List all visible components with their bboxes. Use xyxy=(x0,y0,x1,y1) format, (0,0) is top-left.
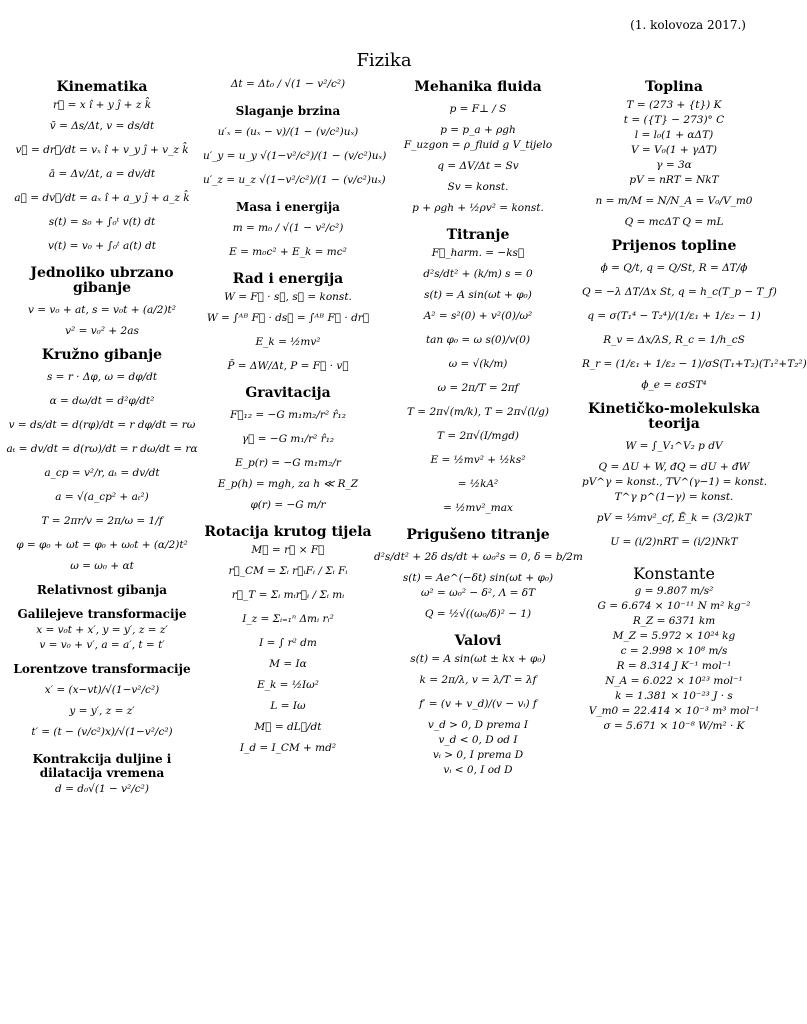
formula-line: vᵢ > 0, I prema D xyxy=(432,749,524,761)
formula-line: p = F⊥ / S xyxy=(449,103,507,115)
formula-line: I = ∫ r² dm xyxy=(259,637,317,649)
formula-line: s(t) = Ae^(−δt) sin(ωt + φ₀) xyxy=(402,572,554,584)
formula-line: L = Iω xyxy=(270,700,306,712)
formula-line: q = ΔV/Δt = Sv xyxy=(437,160,519,172)
formula-line: v_d > 0, D prema I xyxy=(427,719,529,731)
formula-line: p + ρgh + ½ρv² = konst. xyxy=(412,202,544,214)
formula-line: ω = 2π/T = 2πf xyxy=(437,382,519,394)
formula-line: vᵢ < 0, I od D xyxy=(443,764,513,776)
formula-line: k = 1.381 × 10⁻²³ J · s xyxy=(615,690,733,702)
section-heading: Slaganje brzina xyxy=(235,104,341,118)
formula-line: t = ({T} − 273)° C xyxy=(623,114,725,126)
formula-section xyxy=(2,266,202,338)
formula-section xyxy=(374,528,582,624)
formula-line: v = v₀ + v′, a = a′, t = t′ xyxy=(39,639,165,651)
formula-line: F⃗₁₂ = −G m₁m₂/r² r̂₁₂ xyxy=(230,409,346,421)
formula-line: U = (i/2)nRT = (i/2)NkT xyxy=(610,536,738,548)
formula-line: r⃗_T = Σᵢ mᵢr⃗ᵢ / Σᵢ mᵢ xyxy=(231,589,345,601)
formula-line: Sv = konst. xyxy=(447,181,509,193)
section-heading: Toplina xyxy=(645,79,703,95)
formula-line: φ = φ₀ + ωt = φ₀ + ω₀t + (α/2)t² xyxy=(16,539,188,551)
formula-line: s = r · Δφ, ω = dφ/dt xyxy=(46,371,158,383)
formula-section xyxy=(374,80,582,218)
formula-line: F⃗_harm. = −ks⃗ xyxy=(431,247,525,259)
section-heading: Lorentzove transformacije xyxy=(13,662,191,676)
section-heading: Rad i energija xyxy=(232,271,344,287)
formula-line: Q = mcΔT Q = mL xyxy=(624,216,724,228)
formula-line: M_Z = 5.972 × 10²⁴ kg xyxy=(612,630,736,642)
formula-line: W = ∫_V₁^V₂ p dV xyxy=(625,440,723,452)
formula-line: T = (273 + {t}) K xyxy=(626,99,722,111)
formula-section xyxy=(2,80,202,256)
formula-section xyxy=(374,634,582,777)
section-heading: Prijenos topline xyxy=(611,238,737,254)
formula-section xyxy=(374,228,582,518)
formula-line: Δt = Δt₀ / √(1 − v²/c²) xyxy=(230,78,346,90)
formula-line: R_v = Δx/λS, R_c = 1/h_cS xyxy=(603,334,745,346)
formula-line: v_d < 0, D od I xyxy=(438,734,518,746)
formula-line: u′_z = u_z √(1−v²/c²)/(1 − (v/c²)uₓ) xyxy=(203,174,386,186)
formula-section xyxy=(203,525,373,755)
column-1 xyxy=(2,70,202,1020)
formula-line: V = V₀(1 + γΔT) xyxy=(630,144,718,156)
formula-line: d²s/dt² + 2δ ds/dt + ω₀²s = 0, δ = b/2m xyxy=(374,551,583,563)
formula-line: s(t) = A sin(ωt ± kx + φ₀) xyxy=(410,653,546,665)
formula-section xyxy=(582,402,766,552)
formula-section xyxy=(582,80,766,229)
section-heading: Konstante xyxy=(633,564,715,583)
formula-section xyxy=(203,272,373,376)
formula-line: ā = Δv/Δt, a = dv/dt xyxy=(48,168,156,180)
formula-line: σ = 5.671 × 10⁻⁸ W/m² · K xyxy=(603,720,745,732)
formula-section xyxy=(203,104,387,190)
section-heading: Titranje xyxy=(446,227,510,243)
formula-line: W = ∫ᴬᴮ F⃗ · ds⃗ = ∫ᴬᴮ F⃗ · dr⃗ xyxy=(206,312,370,324)
formula-line: E = ½mv² + ½ks² xyxy=(430,454,526,466)
formula-line: pV^γ = konst., TV^(γ−1) = konst. xyxy=(582,476,768,488)
formula-line: E_k = ½mv² xyxy=(255,336,321,348)
formula-line: Q = −λ ΔT/Δx St, q = h_c(T_p − T_f) xyxy=(582,286,777,298)
formula-line: E_k = ½Iω² xyxy=(257,679,319,691)
formula-line: R_Z = 6371 km xyxy=(632,615,716,627)
formula-line: s(t) = s₀ + ∫₀ᵗ v(t) dt xyxy=(48,216,156,228)
formula-line: k = 2π/λ, v = λ/T = λf xyxy=(419,674,537,686)
formula-line: v(t) = v₀ + ∫₀ᵗ a(t) dt xyxy=(48,240,156,252)
formula-line: pV = nRT = NkT xyxy=(629,174,719,186)
formula-line: N_A = 6.022 × 10²³ mol⁻¹ xyxy=(605,675,743,687)
formula-line: P̄ = ΔW/Δt, P = F⃗ · v⃗ xyxy=(227,360,349,372)
formula-line: r⃗ = x î + y ĵ + z k̂ xyxy=(52,99,152,111)
formula-line: d = d₀√(1 − v²/c²) xyxy=(55,783,149,795)
formula-line: R = 8.314 J K⁻¹ mol⁻¹ xyxy=(616,660,732,672)
formula-line: E_p(h) = mgh, za h ≪ R_Z xyxy=(217,478,359,490)
formula-line: R_r = (1/ε₁ + 1/ε₂ − 1)/σS(T₁+T₂)(T₁²+T₂²) xyxy=(582,358,807,370)
formula-line: x′ = (x−vt)/√(1−v²/c²) xyxy=(44,684,160,696)
formula-line: a = √(a_cp² + aₜ²) xyxy=(55,491,149,503)
formula-line: a⃗ = dv⃗/dt = aₓ î + a_y ĵ + a_z k̂ xyxy=(14,192,190,204)
formula-line: M = Iα xyxy=(269,658,307,670)
formula-line: v² = v₀² + 2as xyxy=(65,325,139,337)
column-4 xyxy=(582,70,807,1020)
formula-line: t′ = (t − (v/c²)x)/√(1−v²/c²) xyxy=(31,726,173,738)
formula-line: a_cp = v²/r, aₜ = dv/dt xyxy=(44,467,160,479)
formula-line: V_m0 = 22.414 × 10⁻³ m³ mol⁻¹ xyxy=(588,705,760,717)
formula-line: ϕ = Q/t, q = Q/St, R = ΔT/ϕ xyxy=(600,262,748,274)
formula-section xyxy=(2,752,202,796)
formula-line: G = 6.674 × 10⁻¹¹ N m² kg⁻² xyxy=(597,600,751,612)
formula-section xyxy=(203,386,373,515)
section-heading: Relativnost gibanja xyxy=(36,583,168,597)
section-heading: Valovi xyxy=(454,633,502,649)
formula-line: tan φ₀ = ω s(0)/v(0) xyxy=(425,334,531,346)
formula-line: Q = ΔU + W, đQ = dU + đW xyxy=(598,461,750,473)
section-heading: Prigušeno titranje xyxy=(406,527,550,543)
formula-line: φ(r) = −G m/r xyxy=(250,499,326,511)
column-3 xyxy=(374,70,582,1020)
formula-line: I_d = I_CM + md² xyxy=(239,742,337,754)
formula-line: E_p(r) = −G m₁m₂/r xyxy=(235,457,341,469)
formula-line: T = 2π√(I/mgd) xyxy=(436,430,520,442)
formula-line: T = 2πr/v = 2π/ω = 1/f xyxy=(41,515,163,527)
formula-section xyxy=(203,200,373,262)
formula-line: u′_y = u_y √(1−v²/c²)/(1 − (v/c²)uₓ) xyxy=(203,150,387,162)
formula-line: M⃗ = dL⃗/dt xyxy=(254,721,322,733)
formula-line: r⃗_CM = Σᵢ r⃗ᵢFᵢ / Σᵢ Fᵢ xyxy=(228,565,348,577)
formula-line: v̄ = Δs/Δt, v = ds/dt xyxy=(49,120,155,132)
formula-line: pV = ⅓mv²_cf, Ē_k = (3/2)kT xyxy=(596,512,752,524)
formula-line: q = σ(T₁⁴ − T₂⁴)/(1/ε₁ + 1/ε₂ − 1) xyxy=(587,310,761,322)
formula-line: T = 2π√(m/k), T = 2π√(l/g) xyxy=(406,406,550,418)
section-heading: Masa i energija xyxy=(236,200,340,214)
page-title: Fizika xyxy=(356,50,412,71)
formula-section xyxy=(582,238,807,392)
formula-line: v = v₀ + at, s = v₀t + (a/2)t² xyxy=(28,304,176,316)
formula-line: W = F⃗ · s⃗, s⃗ = konst. xyxy=(224,291,352,303)
formula-line: n = m/M = N/N_A = V₀/V_m0 xyxy=(595,195,753,207)
formula-line: f′ = (v + v_d)/(v − vᵢ) f xyxy=(419,698,537,710)
formula-line: ω = √(k/m) xyxy=(448,358,508,370)
formula-line: γ = 3α xyxy=(656,159,692,171)
section-heading: Rotacija krutog tijela xyxy=(204,524,372,540)
formula-line: v = ds/dt = d(rφ)/dt = r dφ/dt = rω xyxy=(8,419,196,431)
formula-line: y = y′, z = z′ xyxy=(69,705,135,717)
formula-section xyxy=(203,75,373,94)
formula-line: u′ₓ = (uₓ − v)/(1 − (v/c²)uₓ) xyxy=(217,126,359,138)
formula-section xyxy=(2,607,202,652)
formula-section xyxy=(2,662,202,742)
formula-line: m = m₀ / √(1 − v²/c²) xyxy=(232,222,344,234)
section-heading: Kinematika xyxy=(56,79,148,95)
formula-section xyxy=(582,566,766,733)
formula-line: g = 9.807 m/s² xyxy=(634,585,714,597)
section-heading: Gravitacija xyxy=(245,385,331,401)
section-heading: Jednoliko ubrzano gibanje xyxy=(30,265,174,296)
formula-line: ω² = ω₀² − δ², Λ = δT xyxy=(420,587,536,599)
formula-line: M⃗ = r⃗ × F⃗ xyxy=(251,544,325,556)
formula-line: ϕ_e = εσST⁴ xyxy=(641,379,707,391)
formula-section xyxy=(2,583,202,597)
formula-line: s(t) = A sin(ωt + φ₀) xyxy=(424,289,532,301)
formula-line: l = l₀(1 + αΔT) xyxy=(634,129,714,141)
formula-section xyxy=(2,348,202,573)
section-heading: Kružno gibanje xyxy=(41,347,163,363)
formula-line: α = dω/dt = d²φ/dt² xyxy=(49,395,155,407)
formula-line: v⃗ = dr⃗/dt = vₓ î + v_y ĵ + v_z k̂ xyxy=(15,144,189,156)
formula-line: γ⃗ = −G m₁/r² r̂₁₂ xyxy=(241,433,335,445)
formula-line: c = 2.998 × 10⁸ m/s xyxy=(620,645,728,657)
formula-line: F_uzgon = ρ_fluid g V_tijelo xyxy=(403,139,553,151)
formula-line: aₜ = dv/dt = d(rω)/dt = r dω/dt = rα xyxy=(6,443,198,455)
formula-line: = ½kA² xyxy=(457,478,499,490)
section-heading: Mehanika fluida xyxy=(414,79,542,95)
formula-line: p = p_a + ρgh xyxy=(440,124,516,136)
formula-line: T^γ p^(1−γ) = konst. xyxy=(614,491,734,503)
formula-line: Q = ½√((ω₀/δ)² − 1) xyxy=(424,608,532,620)
section-heading: Galilejeve transformacije xyxy=(17,607,187,621)
document-date: (1. kolovoza 2017.) xyxy=(630,18,746,32)
formula-line: I_z = Σᵢ₌₁ⁿ Δmᵢ rᵢ² xyxy=(242,613,334,625)
section-heading: Kontrakcija duljine i dilatacija vremena xyxy=(32,752,172,780)
formula-line: = ½mv²_max xyxy=(443,502,513,514)
column-2 xyxy=(203,70,387,1020)
formula-line: A² = s²(0) + v²(0)/ω² xyxy=(423,310,533,322)
formula-line: x = v₀t + x′, y = y′, z = z′ xyxy=(36,624,168,636)
section-heading: Kinetičko-molekulska teorija xyxy=(588,401,760,432)
formula-line: d²s/dt² + (k/m) s = 0 xyxy=(423,268,533,280)
formula-line: E = m₀c² + E_k = mc² xyxy=(229,246,347,258)
formula-line: ω = ω₀ + αt xyxy=(70,560,134,572)
